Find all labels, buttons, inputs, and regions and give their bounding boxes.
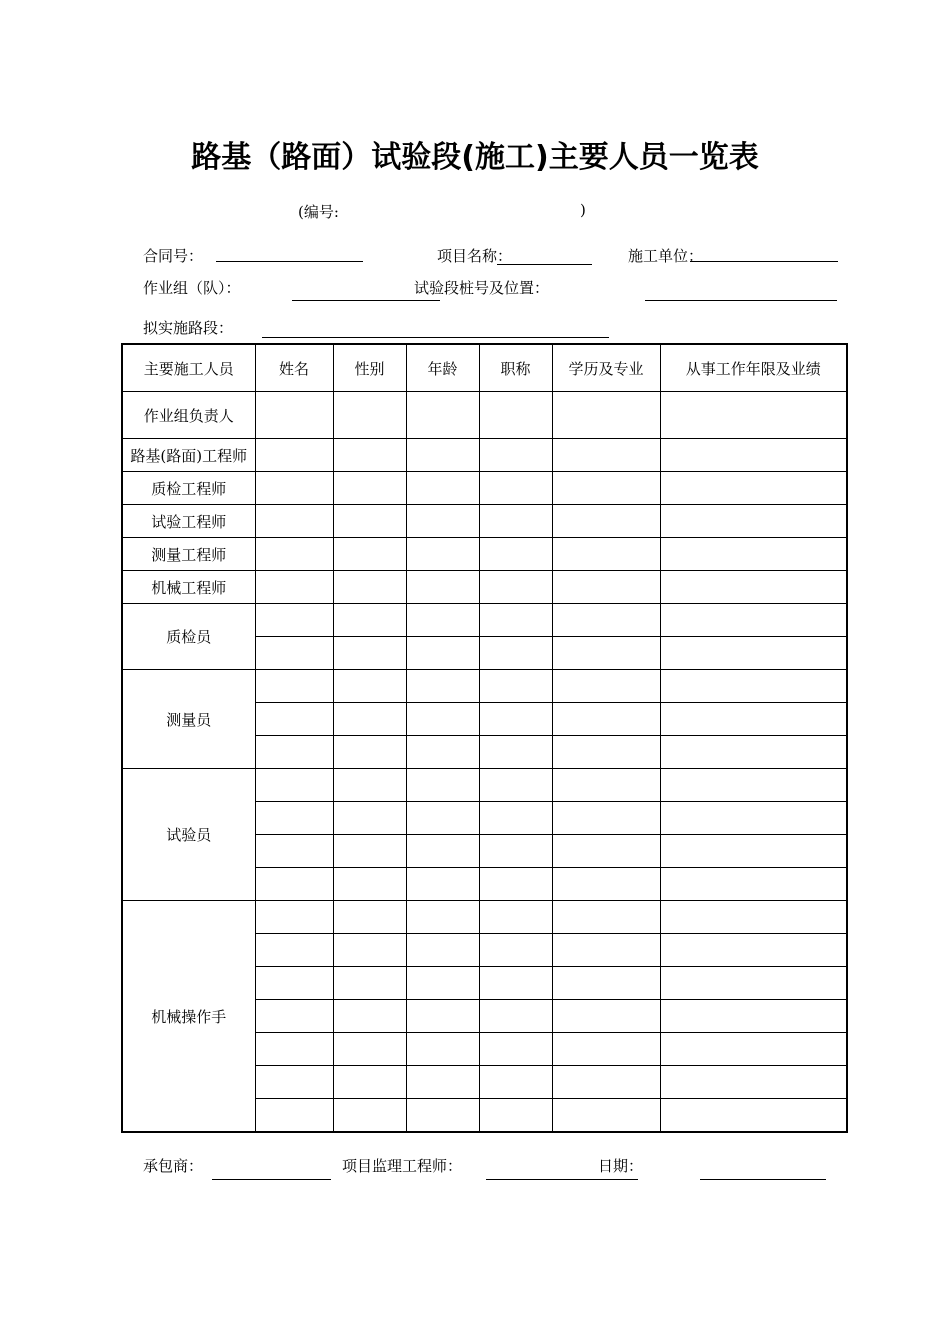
cell[interactable] <box>479 637 552 670</box>
cell[interactable] <box>552 538 660 571</box>
cell[interactable] <box>333 670 406 703</box>
role-team-leader: 作业组负责人 <box>122 392 255 439</box>
cell[interactable] <box>660 571 847 604</box>
cell[interactable] <box>255 967 333 1000</box>
cell[interactable] <box>552 670 660 703</box>
header-experience: 从事工作年限及业绩 <box>660 344 847 392</box>
cell[interactable] <box>406 439 479 472</box>
cell[interactable] <box>479 901 552 934</box>
cell[interactable] <box>660 1099 847 1133</box>
project-name-label: 项目名称： <box>437 247 513 265</box>
cell[interactable] <box>660 1066 847 1099</box>
cell[interactable] <box>255 703 333 736</box>
table-row <box>122 604 847 637</box>
role-mech-engineer: 机械工程师 <box>122 571 255 604</box>
cell[interactable] <box>552 703 660 736</box>
supervisor-field[interactable] <box>486 1179 638 1180</box>
cell[interactable] <box>660 604 847 637</box>
cell[interactable] <box>552 1000 660 1033</box>
cell[interactable] <box>333 736 406 769</box>
cell[interactable] <box>333 1033 406 1066</box>
cell[interactable] <box>255 934 333 967</box>
cell[interactable] <box>406 637 479 670</box>
cell[interactable] <box>406 505 479 538</box>
cell[interactable] <box>552 1066 660 1099</box>
cell[interactable] <box>552 1099 660 1133</box>
cell[interactable] <box>333 868 406 901</box>
table-row <box>122 439 847 472</box>
cell[interactable] <box>479 1099 552 1133</box>
cell[interactable] <box>479 505 552 538</box>
cell[interactable] <box>255 901 333 934</box>
cell[interactable] <box>479 769 552 802</box>
cell[interactable] <box>406 934 479 967</box>
cell[interactable] <box>479 1033 552 1066</box>
cell[interactable] <box>660 802 847 835</box>
cell[interactable] <box>552 604 660 637</box>
cell[interactable] <box>552 802 660 835</box>
role-tester: 试验员 <box>122 769 255 901</box>
contractor-label: 承包商： <box>143 1157 204 1175</box>
table-row <box>122 505 847 538</box>
cell[interactable] <box>552 901 660 934</box>
cell[interactable] <box>333 901 406 934</box>
cell[interactable] <box>333 967 406 1000</box>
cell[interactable] <box>255 1099 333 1133</box>
date-label: 日期： <box>598 1157 644 1175</box>
header-name: 姓名 <box>255 344 333 392</box>
cell[interactable] <box>552 472 660 505</box>
project-name-field[interactable] <box>497 264 592 265</box>
cell[interactable] <box>552 1033 660 1066</box>
work-team-field[interactable] <box>292 300 440 301</box>
contract-no-label: 合同号： <box>143 247 204 265</box>
table-row <box>122 670 847 703</box>
cell[interactable] <box>255 868 333 901</box>
header-age: 年龄 <box>406 344 479 392</box>
table-row <box>122 472 847 505</box>
cell[interactable] <box>552 967 660 1000</box>
cell[interactable] <box>406 835 479 868</box>
cell[interactable] <box>552 505 660 538</box>
cell[interactable] <box>406 1033 479 1066</box>
cell[interactable] <box>660 538 847 571</box>
cell[interactable] <box>333 934 406 967</box>
cell[interactable] <box>479 392 552 439</box>
cell[interactable] <box>552 835 660 868</box>
cell[interactable] <box>552 571 660 604</box>
cell[interactable] <box>479 439 552 472</box>
role-qc-staff: 质检员 <box>122 604 255 670</box>
cell[interactable] <box>255 802 333 835</box>
planned-section-label: 拟实施路段： <box>143 319 234 337</box>
role-survey-engineer: 测量工程师 <box>122 538 255 571</box>
table-row <box>122 769 847 802</box>
cell[interactable] <box>406 703 479 736</box>
cell[interactable] <box>406 472 479 505</box>
cell[interactable] <box>479 604 552 637</box>
cell[interactable] <box>660 392 847 439</box>
cell[interactable] <box>552 736 660 769</box>
cell[interactable] <box>406 802 479 835</box>
cell[interactable] <box>255 571 333 604</box>
header-education: 学历及专业 <box>552 344 660 392</box>
cell[interactable] <box>479 1066 552 1099</box>
table-row <box>122 901 847 934</box>
cell[interactable] <box>660 703 847 736</box>
role-road-engineer: 路基(路面)工程师 <box>122 439 255 472</box>
cell[interactable] <box>660 769 847 802</box>
cell[interactable] <box>333 802 406 835</box>
cell[interactable] <box>255 538 333 571</box>
cell[interactable] <box>255 835 333 868</box>
cell[interactable] <box>406 901 479 934</box>
table-row <box>122 538 847 571</box>
cell[interactable] <box>479 1000 552 1033</box>
cell[interactable] <box>479 934 552 967</box>
personnel-table <box>121 343 848 1133</box>
page-title: 路基（路面）试验段(施工)主要人员一览表 <box>191 140 759 175</box>
cell[interactable] <box>660 505 847 538</box>
cell[interactable] <box>479 835 552 868</box>
section-station-label: 试验段桩号及位置： <box>414 279 550 297</box>
role-qc-engineer: 质检工程师 <box>122 472 255 505</box>
number-label: (编号: <box>298 203 339 221</box>
cell[interactable] <box>406 604 479 637</box>
cell[interactable] <box>406 769 479 802</box>
cell[interactable] <box>660 868 847 901</box>
cell[interactable] <box>406 1000 479 1033</box>
cell[interactable] <box>406 967 479 1000</box>
cell[interactable] <box>333 604 406 637</box>
cell[interactable] <box>479 802 552 835</box>
cell[interactable] <box>660 637 847 670</box>
cell[interactable] <box>479 703 552 736</box>
date-field[interactable] <box>700 1179 826 1180</box>
cell[interactable] <box>255 637 333 670</box>
cell[interactable] <box>479 571 552 604</box>
cell[interactable] <box>406 571 479 604</box>
cell[interactable] <box>406 736 479 769</box>
contract-no-field[interactable] <box>216 261 363 262</box>
cell[interactable] <box>406 868 479 901</box>
cell[interactable] <box>333 1099 406 1133</box>
cell[interactable] <box>479 538 552 571</box>
cell[interactable] <box>333 637 406 670</box>
cell[interactable] <box>552 439 660 472</box>
work-team-label: 作业组（队）： <box>143 279 241 297</box>
cell[interactable] <box>660 670 847 703</box>
cell[interactable] <box>333 505 406 538</box>
supervisor-label: 项目监理工程师： <box>342 1157 463 1175</box>
section-station-field[interactable] <box>645 300 837 301</box>
role-operator: 机械操作手 <box>122 901 255 1133</box>
construction-unit-field[interactable] <box>690 261 838 262</box>
cell[interactable] <box>333 703 406 736</box>
cell[interactable] <box>552 637 660 670</box>
cell[interactable] <box>255 1000 333 1033</box>
table-header-row <box>122 344 847 392</box>
cell[interactable] <box>406 392 479 439</box>
cell[interactable] <box>255 769 333 802</box>
planned-section-field[interactable] <box>262 337 609 338</box>
cell[interactable] <box>333 571 406 604</box>
role-test-engineer: 试验工程师 <box>122 505 255 538</box>
cell[interactable] <box>255 670 333 703</box>
cell[interactable] <box>660 1033 847 1066</box>
cell[interactable] <box>333 392 406 439</box>
number-close: ) <box>580 201 586 219</box>
cell[interactable] <box>660 472 847 505</box>
cell[interactable] <box>333 835 406 868</box>
cell[interactable] <box>406 1066 479 1099</box>
header-role: 主要施工人员 <box>122 344 255 392</box>
cell[interactable] <box>479 472 552 505</box>
cell[interactable] <box>255 505 333 538</box>
cell[interactable] <box>406 1099 479 1133</box>
cell[interactable] <box>255 736 333 769</box>
cell[interactable] <box>333 1066 406 1099</box>
cell[interactable] <box>333 1000 406 1033</box>
table-row <box>122 571 847 604</box>
cell[interactable] <box>660 934 847 967</box>
construction-unit-label: 施工单位： <box>628 247 704 265</box>
cell[interactable] <box>552 868 660 901</box>
cell[interactable] <box>333 769 406 802</box>
role-surveyor: 测量员 <box>122 670 255 769</box>
cell[interactable] <box>255 1066 333 1099</box>
table-row <box>122 392 847 439</box>
cell[interactable] <box>333 439 406 472</box>
cell[interactable] <box>660 439 847 472</box>
cell[interactable] <box>552 392 660 439</box>
cell[interactable] <box>333 472 406 505</box>
cell[interactable] <box>660 736 847 769</box>
cell[interactable] <box>552 934 660 967</box>
cell[interactable] <box>660 1000 847 1033</box>
cell[interactable] <box>552 769 660 802</box>
cell[interactable] <box>660 967 847 1000</box>
cell[interactable] <box>333 538 406 571</box>
cell[interactable] <box>406 670 479 703</box>
cell[interactable] <box>255 1033 333 1066</box>
cell[interactable] <box>479 868 552 901</box>
contractor-field[interactable] <box>212 1179 331 1180</box>
cell[interactable] <box>255 604 333 637</box>
cell[interactable] <box>406 538 479 571</box>
cell[interactable] <box>255 392 333 439</box>
cell[interactable] <box>660 835 847 868</box>
cell[interactable] <box>660 901 847 934</box>
header-gender: 性别 <box>333 344 406 392</box>
cell[interactable] <box>255 472 333 505</box>
cell[interactable] <box>479 736 552 769</box>
cell[interactable] <box>479 967 552 1000</box>
cell[interactable] <box>479 670 552 703</box>
header-title: 职称 <box>479 344 552 392</box>
cell[interactable] <box>255 439 333 472</box>
